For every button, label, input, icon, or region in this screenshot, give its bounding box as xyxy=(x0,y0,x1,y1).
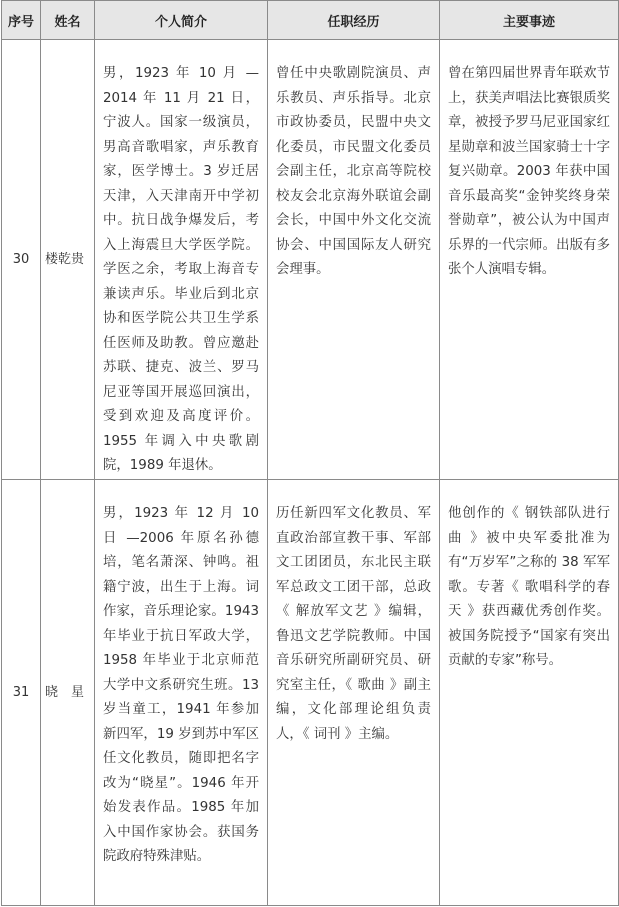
header-num: 序号 xyxy=(2,1,41,40)
row-deeds: 曾在第四届世界青年联欢节上，获美声唱法比赛银质奖章，被授予罗马尼亚国家红星勋章和波兰国家骑士十字复兴勋章。2003 年获中国音乐最高奖“金钟奖终身荣誉勋章”，被公认为中国声乐界的一代宗师。出版有多张个人演唱专辑。 xyxy=(448,66,610,277)
row-intro-cell xyxy=(95,40,268,480)
row-career-cell xyxy=(268,480,440,906)
row-intro-cell xyxy=(95,480,268,906)
row-num: 30 xyxy=(2,40,41,480)
table-row xyxy=(2,40,619,480)
row-deeds-cell xyxy=(440,40,619,480)
header-deeds: 主要事迹 xyxy=(440,1,619,40)
row-career: 历任新四军文化教员、军直政治部宣教干事、军部文工团团员，东北民主联军总政文工团干部，总政《 解放军文艺 》编辑，鲁迅文艺学院教师。中国音乐研究所副研究员、研究室主任，《 歌曲 》副主编，文化部理论组负责人，《 词刊 》主编。 xyxy=(276,506,431,742)
row-intro: 男，1923 年 10 月 —2014 年 11 月 21 日，宁波人。国家一级演员，男高音歌唱家，声乐教育家，医学博士。3 岁迁居天津，入天津南开中学初中。抗日战争爆发后，考入上海震旦大学医学院。学医之余，考取上海音专兼读声乐。毕业后到北京协和医学院公共卫生学系任医师及助教。曾应邀赴苏联、捷克、波兰、罗马尼亚等国开展巡回演出，受到欢迎及高度评价。1955 年调入中央歌剧院，1989 年退休。 xyxy=(103,66,259,473)
row-career-cell xyxy=(268,40,440,480)
header-intro: 个人简介 xyxy=(95,1,268,40)
row-deeds-cell xyxy=(440,480,619,906)
row-num: 31 xyxy=(2,480,41,906)
table-row xyxy=(2,480,619,906)
row-name: 楼乾贵 xyxy=(41,40,95,480)
row-intro: 男，1923 年 12 月 10 日 —2006 年原名孙德培，笔名萧深、钟鸣。祖籍宁波，出生于上海。词作家，音乐理论家。1943 年毕业于抗日军政大学，1958 年毕业于北京师范大学中文系研究生班。13 岁当童工，1941 年参加新四军，19 岁到苏中军区任文化教员，随即把名字改为“晓星”。1946 年开始发表作品。1985 年加入中国作家协会。获国务院政府特殊津贴。 xyxy=(103,506,259,864)
header-career: 任职经历 xyxy=(268,1,440,40)
row-name: 晓 星 xyxy=(41,480,95,906)
row-career: 曾任中央歌剧院演员、声乐教员、声乐指导。北京市政协委员，民盟中央文化委员，市民盟文化委员会副主任，北京高等院校校友会北京海外联谊会副会长，中国中外文化交流协会、中国国际友人研究会理事。 xyxy=(276,66,431,277)
header-row xyxy=(2,1,619,40)
row-deeds: 他创作的《 钢铁部队进行曲 》被中央军委批准为有“万岁军”之称的 38 军军歌。专著《 歌唱科学的春天 》获西藏优秀创作奖。被国务院授予“国家有突出贡献的专家”称号。 xyxy=(448,506,610,668)
biography-table xyxy=(1,0,619,906)
header-name: 姓名 xyxy=(41,1,95,40)
